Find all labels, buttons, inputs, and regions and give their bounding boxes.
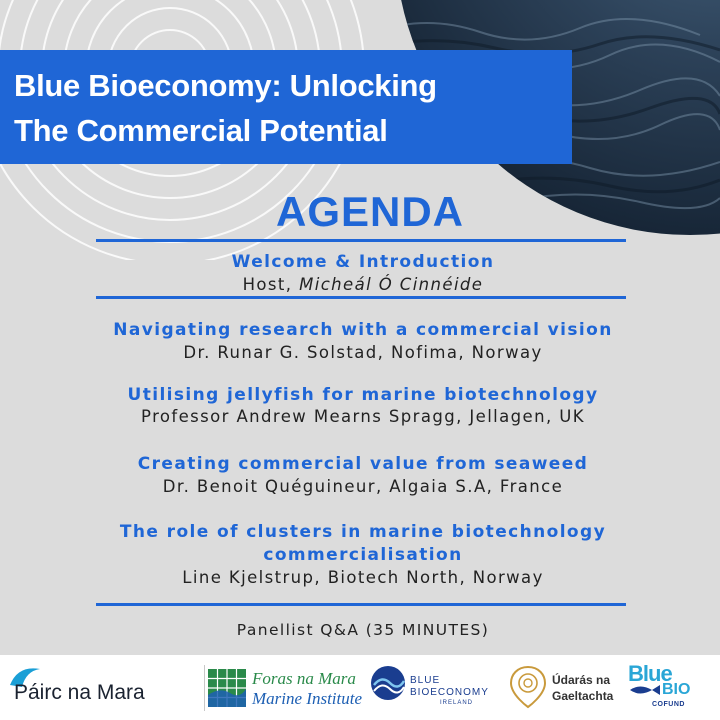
talk-2-title: Utilising jellyfish for marine biotechnology	[127, 385, 599, 405]
talk-2-speaker: Professor Andrew Mearns Spragg, Jellagen, UK	[141, 407, 585, 426]
gaeltachta-text: Gaeltachta	[552, 689, 614, 703]
host-line	[0, 275, 720, 294]
ireland-text: IRELAND	[440, 700, 474, 706]
title-line-2: The Commercial Potential	[14, 113, 388, 148]
host-name: Micheál Ó Cinnéide	[299, 275, 484, 294]
blue-bioeconomy-logo	[370, 661, 500, 715]
panel-session: Panellist Q&A (35 MINUTES)	[236, 621, 490, 639]
cofund-text: COFUND	[652, 701, 685, 708]
title-banner	[0, 50, 572, 164]
talk-1-title: Navigating research with a commercial vision	[113, 320, 613, 340]
blue-bioeconomy-circle-icon	[370, 665, 406, 701]
udaras-text: Údarás na	[552, 673, 611, 687]
welcome-title: Welcome & Introduction	[231, 252, 495, 272]
sponsor-logo-bar	[0, 655, 720, 720]
blue-text: BLUE	[410, 675, 441, 686]
talk-1-speaker: Dr. Runar G. Solstad, Nofima, Norway	[183, 343, 543, 362]
bioeconomy-text: BIOECONOMY	[410, 687, 489, 698]
talk-4-speaker: Line Kjelstrup, Biotech North, Norway	[182, 568, 544, 587]
cofund-fish-icon	[628, 683, 662, 697]
talk-4-title-line-2: commercialisation	[263, 545, 463, 565]
foras-na-mara-text: Foras na Mara	[252, 669, 356, 688]
pairc-na-mara-text: Páirc na Mara	[14, 681, 145, 704]
divider-bottom	[96, 603, 626, 606]
marine-institute-logo	[208, 665, 368, 711]
divider-top	[96, 239, 626, 242]
cofund-blue-text: Blue	[628, 661, 672, 686]
grid-map-icon	[208, 669, 246, 707]
udaras-logo	[508, 663, 620, 713]
pairc-na-mara-logo	[8, 663, 198, 713]
agenda-heading: AGENDA	[275, 188, 464, 235]
host-prefix: Host,	[242, 275, 300, 294]
udaras-pin-icon	[508, 665, 548, 709]
divider-middle	[96, 296, 626, 299]
title-line-1: Blue Bioeconomy: Unlocking	[14, 68, 437, 103]
talk-4-title-line-1: The role of clusters in marine biotechnology	[119, 522, 607, 542]
bluebio-cofund-logo	[626, 659, 712, 717]
talk-3-title: Creating commercial value from seaweed	[137, 454, 589, 474]
cofund-bio-text: BIO	[662, 681, 691, 698]
talk-3-speaker: Dr. Benoit Quéguineur, Algaia S.A, France	[162, 477, 564, 496]
marine-institute-text: Marine Institute	[252, 689, 363, 708]
logo-divider	[204, 665, 205, 711]
